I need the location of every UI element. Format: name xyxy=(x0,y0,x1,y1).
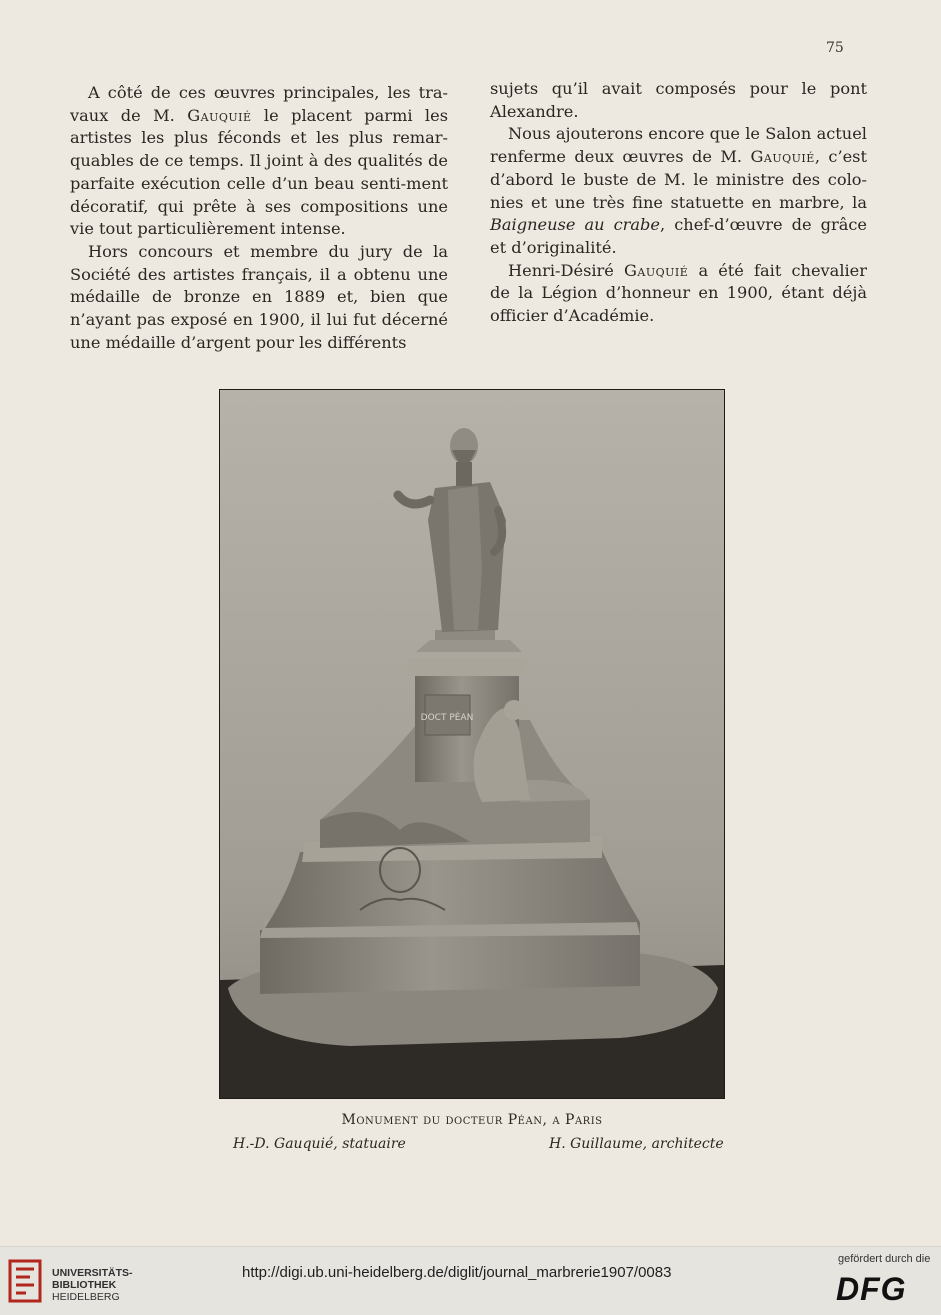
dfg-logo[interactable]: DFG xyxy=(836,1271,907,1307)
funding-label: gefördert durch die xyxy=(838,1253,931,1265)
author-name: Gauquié xyxy=(187,105,252,125)
digitization-footer xyxy=(0,1246,941,1315)
monument-illustration xyxy=(220,390,725,1099)
page-number: 75 xyxy=(826,40,844,56)
left-paragraph-1: A côté de ces œuvres principales, les tra-vaux de M. Gauquié le placent parmi les artistes les plus féconds et les plus remar-quables de ce temps. Il joint à des qualités de parfaite exécution celle d’un beau senti-ment décoratif, qui prête à ses compositions une vie tout particulièrement intense. xyxy=(70,83,448,239)
right-paragraph-1: sujets qu’il avait composés pour le pont Alexandre. xyxy=(490,79,867,121)
pedestal-inscription: DOCT PÉAN xyxy=(420,713,474,723)
right-paragraph-2: Nous ajouterons encore que le Salon actuel renferme deux œuvres de M. Gauquié, c’est d’abord le buste de M. le ministre des colo-nies et une très fine statuette en marbre, la Baigneuse au crabe, chef-d’œuvre de grâce et d’originalité. xyxy=(490,124,868,257)
right-paragraph-3: Henri-Désiré Gauquié a été fait chevalier de la Légion d’honneur en 1900, étant déjà officier d’Académie. xyxy=(490,260,867,326)
monument-photograph xyxy=(219,389,725,1099)
author-name: Gauquié xyxy=(624,260,689,280)
right-column xyxy=(490,78,867,328)
university-library-logo[interactable] xyxy=(8,1257,133,1305)
author-name: Gauquié xyxy=(750,147,815,167)
permalink-url[interactable]: http://digi.ub.uni-heidelberg.de/diglit/journal_marbrerie1907/0083 xyxy=(242,1264,672,1281)
left-column xyxy=(70,82,448,354)
credit-sculptor: H.-D. Gauquié, statuaire xyxy=(233,1136,406,1152)
library-emblem-icon xyxy=(8,1257,44,1305)
credit-architect: H. Guillaume, architecte xyxy=(549,1136,724,1152)
figure-caption: Monument du docteur Péan, a Paris xyxy=(341,1112,603,1128)
artwork-title: Baigneuse au crabe xyxy=(490,215,660,235)
library-name: UNIVERSITÄTS- BIBLIOTHEK HEIDELBERG xyxy=(52,1267,133,1303)
left-paragraph-2: Hors concours et membre du jury de la Société des artistes français, il a obtenu une médaille de bronze en 1889 et, bien que n’ayant pas exposé en 1900, il lui fut décerné une médaille d’argent pour les différents xyxy=(70,241,448,352)
